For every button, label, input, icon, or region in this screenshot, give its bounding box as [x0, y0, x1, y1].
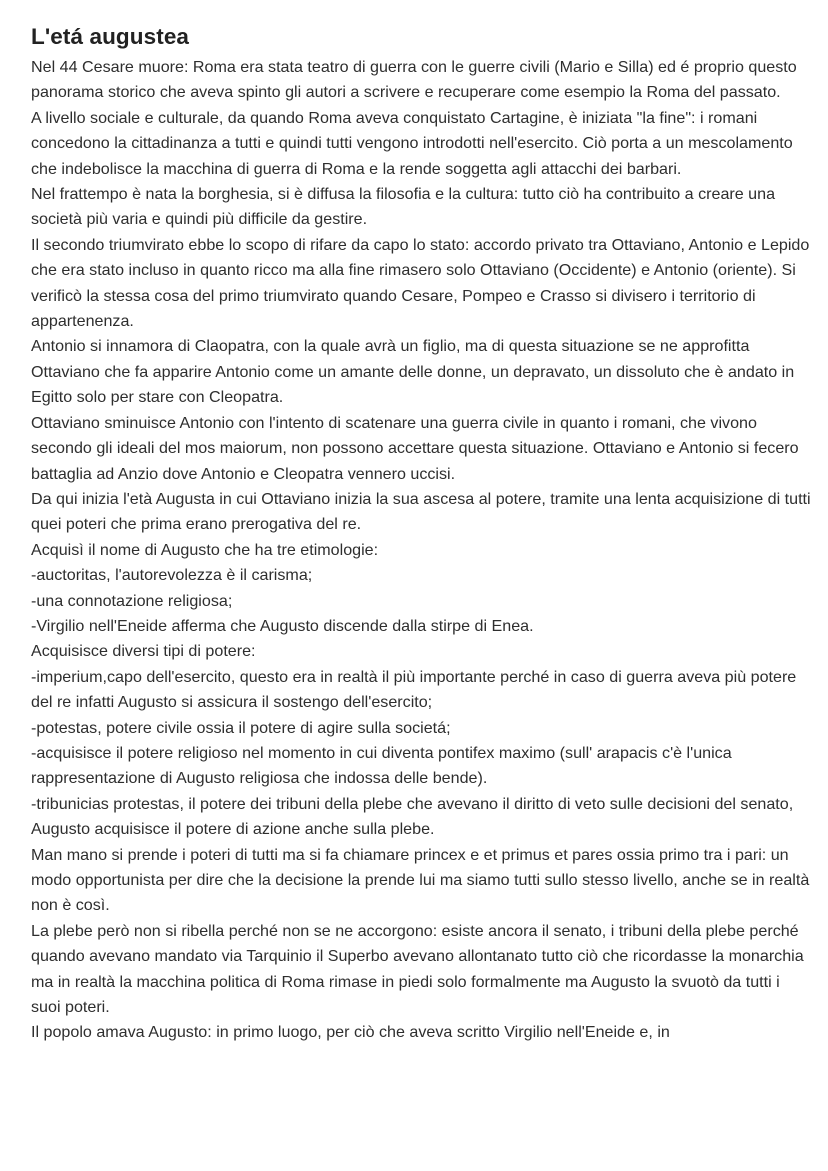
- document-page: [31, 22, 811, 1046]
- document-body: [31, 55, 811, 1046]
- paragraph: Antonio si innamora di Claopatra, con la quale avrà un figlio, ma di questa situazione se ne approfitta Ottaviano che fa apparire Antonio come un amante delle donne, un depravato, un dissoluto che è andato in Egitto solo per stare con Cleopatra.: [31, 337, 795, 407]
- paragraph: Il secondo triumvirato ebbe lo scopo di rifare da capo lo stato: accordo privato tra Ottaviano, Antonio e Lepido che era stato incluso in quanto ricco ma alla fine rimasero solo Ottaviano (Occidente) e Antonio (oriente). Si verificò la stessa cosa del primo triumvirato quando Cesare, Pompeo e Crasso si divisero i territorio di appartenenza.: [31, 235, 810, 331]
- list-item: -imperium,capo dell'esercito, questo era in realtà il più importante perché in caso di guerra aveva più potere del re infatti Augusto si assicura il sostengo dell'esercito;: [31, 667, 797, 712]
- paragraph: Man mano si prende i poteri di tutti ma si fa chiamare princex e et primus et pares ossia primo tra i pari: un modo opportunista per dire che la decisione la prende lui ma siamo tutti sullo stesso livello, anche se in realtà non è così.: [31, 845, 810, 915]
- paragraph: Da qui inizia l'età Augusta in cui Ottaviano inizia la sua ascesa al potere, tramite una lenta acquisizione di tutti quei poteri che prima erano prerogativa del re.: [31, 489, 811, 534]
- paragraph: Ottaviano sminuisce Antonio con l'intento di scatenare una guerra civile in quanto i romani, che vivono secondo gli ideali del mos maiorum, non possono accettare questa situazione. Ottaviano e Antonio si fecero battaglia ad Anzio dove Antonio e Cleopatra vennero uccisi.: [31, 413, 799, 483]
- list-item: -auctoritas, l'autorevolezza è il carisma;: [31, 566, 313, 585]
- paragraph: Acquisisce diversi tipi di potere:: [31, 642, 256, 661]
- list-item: -tribunicias protestas, il potere dei tribuni della plebe che avevano il diritto di veto sulle decisioni del senato, Augusto acquisisce il potere di azione anche sulla plebe.: [31, 794, 794, 839]
- paragraph: Nel 44 Cesare muore: Roma era stata teatro di guerra con le guerre civili (Mario e Silla) ed é proprio questo panorama storico che aveva spinto gli autori a scrivere e recuperare come esempio la Roma del passato.: [31, 58, 797, 102]
- list-item: -Virgilio nell'Eneide afferma che Augusto discende dalla stirpe di Enea.: [31, 616, 534, 635]
- paragraph: La plebe però non si ribella perché non se ne accorgono: esiste ancora il senato, i tribuni della plebe perché quando avevano mandato via Tarquinio il Superbo avevano allontanato tutto ciò che ricordasse la monarchia ma in realtà la macchina politica di Roma rimase in piedi solo formalmente ma Augusto la svuotò da tutti i suoi poteri.: [31, 921, 804, 1017]
- paragraph: Nel frattempo è nata la borghesia, si è diffusa la filosofia e la cultura: tutto ciò ha contribuito a creare una società più varia e quindi più difficile da gestire.: [31, 185, 776, 229]
- paragraph: Il popolo amava Augusto: in primo luogo, per ciò che aveva scritto Virgilio nell'Eneide e, in: [31, 1023, 670, 1042]
- list-item: -potestas, potere civile ossia il potere di agire sulla societá;: [31, 718, 451, 737]
- document-title: L'etá augustea: [31, 24, 190, 49]
- list-item: -una connotazione religiosa;: [31, 591, 233, 610]
- list-item: -acquisisce il potere religioso nel momento in cui diventa pontifex maximo (sull' arapacis c'è l'unica rappresentazione di Augusto religiosa che indossa delle bende).: [31, 743, 732, 788]
- paragraph: Acquisì il nome di Augusto che ha tre etimologie:: [31, 540, 379, 559]
- paragraph: A livello sociale e culturale, da quando Roma aveva conquistato Cartagine, è iniziata "la fine": i romani concedono la cittadinanza a tutti e quindi tutti vengono introdotti nell'esercito. Ciò porta a un mescolamento che indebolisce la macchina di guerra di Roma e la rende soggetta agli attacchi dei barbari.: [31, 108, 793, 178]
